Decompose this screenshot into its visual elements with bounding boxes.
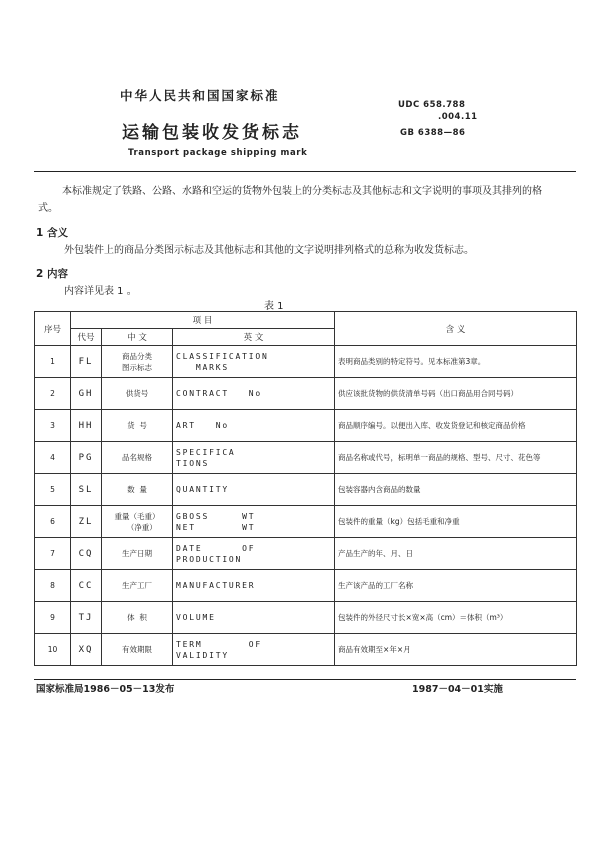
row-chinese: 品名规格 — [102, 442, 173, 474]
table-row — [35, 506, 577, 538]
udc-code: UDC 658.788 — [398, 100, 466, 110]
row-number: 4 — [35, 442, 71, 474]
udc-code-line2: .004.11 — [438, 112, 478, 122]
row-number: 8 — [35, 570, 71, 602]
row-code: ZL — [71, 506, 102, 538]
intro-paragraph: 本标准规定了铁路、公路、水路和空运的货物外包装上的分类标志及其他标志和文字说明的事项及其排列的格式。 — [38, 186, 542, 214]
header-en: 英 文 — [173, 329, 335, 346]
row-number: 9 — [35, 602, 71, 634]
row-english: CONTRACT No — [173, 378, 335, 410]
header-seq: 序号 — [35, 312, 71, 346]
row-english: MANUFACTURER — [173, 570, 335, 602]
table-row — [35, 410, 577, 442]
table-row — [35, 538, 577, 570]
header-cn: 中 文 — [102, 329, 173, 346]
national-standard-label: 中华人民共和国国家标准 — [120, 88, 280, 103]
row-english: QUANTITY — [173, 474, 335, 506]
effective-date: 1987－04－01实施 — [412, 684, 503, 695]
table-row — [35, 442, 577, 474]
table-row — [35, 474, 577, 506]
row-meaning: 商品有效期至×年×月 — [335, 634, 577, 666]
table-row — [35, 634, 577, 666]
row-english: SPECIFICA TIONS — [173, 442, 335, 474]
row-chinese: 供货号 — [102, 378, 173, 410]
row-code: SL — [71, 474, 102, 506]
row-english: CLASSIFICATION MARKS — [173, 346, 335, 378]
section-text-2: 内容详见表 1 。 — [64, 286, 137, 297]
row-meaning: 商品顺序编号。以便出入库、收发货登记和核定商品价格 — [335, 410, 577, 442]
row-number: 10 — [35, 634, 71, 666]
section-heading-1: 1 含义 — [36, 227, 68, 239]
section-heading-2: 2 内容 — [36, 268, 68, 280]
row-meaning: 产品生产的年、月、日 — [335, 538, 577, 570]
row-chinese: 体 积 — [102, 602, 173, 634]
row-meaning: 表明商品类别的特定符号。见本标准第3章。 — [335, 346, 577, 378]
issue-date: 国家标准局1986－05－13发布 — [36, 684, 175, 695]
table-1 — [34, 311, 577, 666]
row-code: CQ — [71, 538, 102, 570]
row-chinese: 有效期限 — [102, 634, 173, 666]
row-chinese: 重量（毛重） （净重） — [102, 506, 173, 538]
row-code: XQ — [71, 634, 102, 666]
header-divider — [34, 171, 576, 172]
table-row — [35, 378, 577, 410]
row-chinese: 生产日期 — [102, 538, 173, 570]
row-number: 2 — [35, 378, 71, 410]
row-code: HH — [71, 410, 102, 442]
footer-divider — [34, 679, 576, 680]
row-meaning: 供应该批货物的供货清单号码（出口商品用合同号码） — [335, 378, 577, 410]
row-english: DATE OF PRODUCTION — [173, 538, 335, 570]
row-code: FL — [71, 346, 102, 378]
table-row — [35, 602, 577, 634]
row-code: TJ — [71, 602, 102, 634]
page-title-english: Transport package shipping mark — [128, 148, 308, 158]
row-code: GH — [71, 378, 102, 410]
row-number: 3 — [35, 410, 71, 442]
header-meaning: 含 义 — [335, 312, 577, 346]
row-code: CC — [71, 570, 102, 602]
row-chinese: 数 量 — [102, 474, 173, 506]
row-number: 1 — [35, 346, 71, 378]
row-number: 6 — [35, 506, 71, 538]
header-item: 项 目 — [71, 312, 335, 329]
table-row — [35, 346, 577, 378]
row-code: PG — [71, 442, 102, 474]
row-number: 7 — [35, 538, 71, 570]
table-caption: 表 1 — [264, 301, 284, 312]
header-code: 代号 — [71, 329, 102, 346]
table-row — [35, 570, 577, 602]
row-chinese: 生产工厂 — [102, 570, 173, 602]
row-english: VOLUME — [173, 602, 335, 634]
page-title: 运输包装收发货标志 — [122, 123, 302, 143]
row-meaning: 包装件的外径尺寸长×宽×高（cm）＝体积（m³） — [335, 602, 577, 634]
row-chinese: 货 号 — [102, 410, 173, 442]
row-meaning: 生产该产品的工厂名称 — [335, 570, 577, 602]
gb-code: GB 6388—86 — [400, 128, 466, 138]
row-chinese: 商品分类 图示标志 — [102, 346, 173, 378]
row-meaning: 包装容器内含商品的数量 — [335, 474, 577, 506]
section-text-1: 外包装件上的商品分类图示标志及其他标志和其他的文字说明排列格式的总称为收发货标志。 — [64, 245, 474, 256]
row-english: GBOSS WT NET WT — [173, 506, 335, 538]
row-meaning: 商品名称或代号，标明单一商品的规格、型号、尺寸、花色等 — [335, 442, 577, 474]
row-number: 5 — [35, 474, 71, 506]
row-meaning: 包装件的重量（kg）包括毛重和净重 — [335, 506, 577, 538]
row-english: TERM OF VALIDITY — [173, 634, 335, 666]
row-english: ART No — [173, 410, 335, 442]
